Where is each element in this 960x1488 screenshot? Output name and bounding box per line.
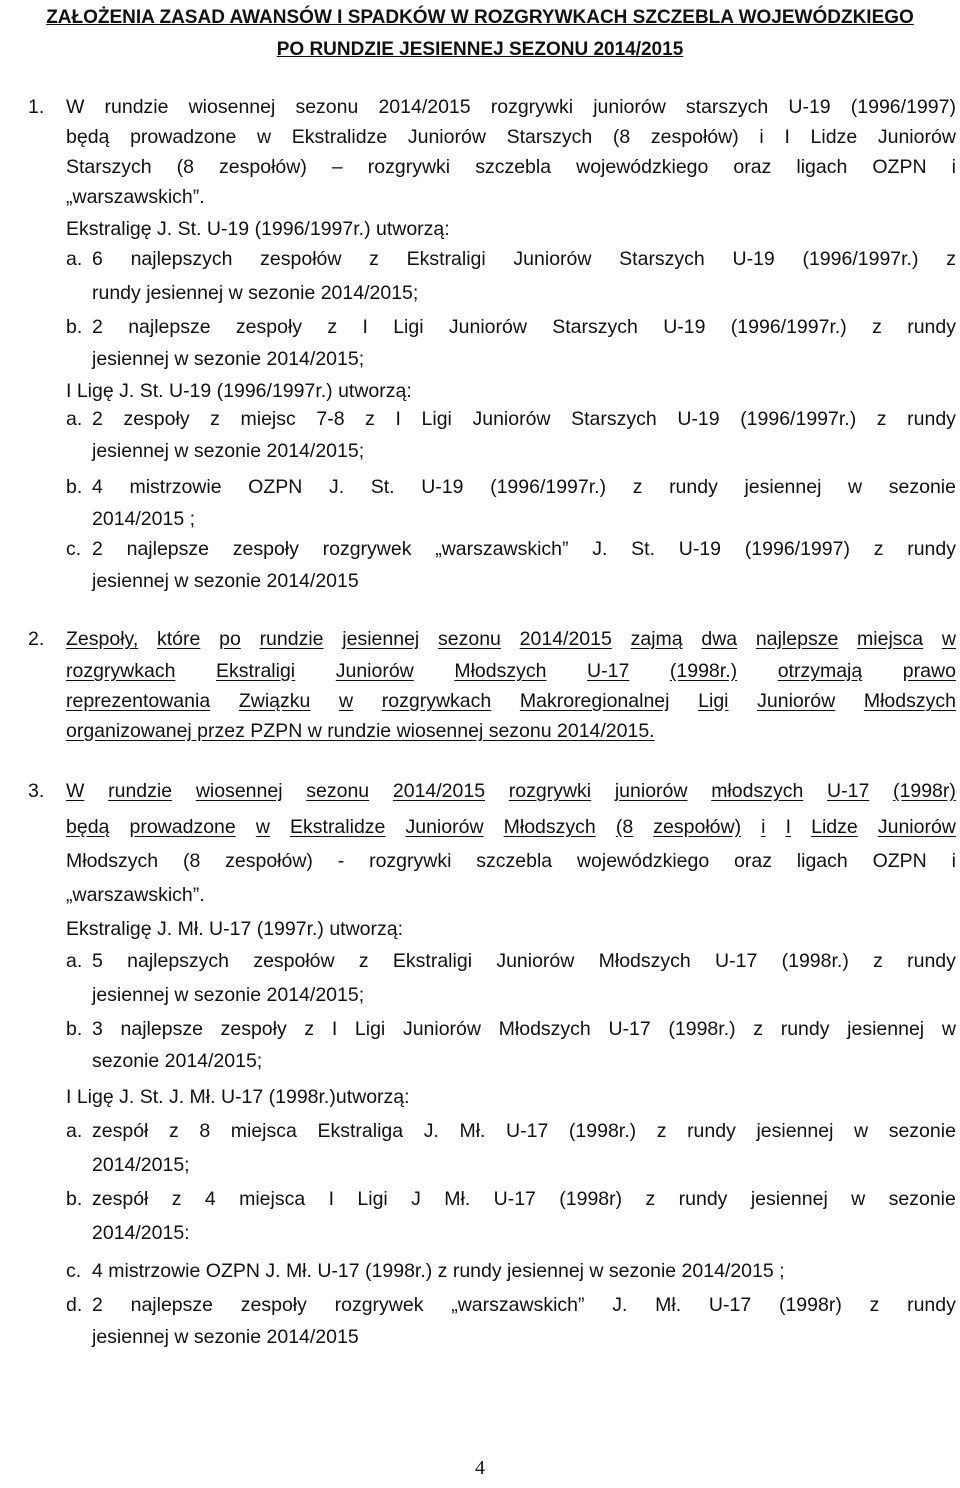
section-1-heading-i-liga: I Ligę J. St. U-19 (1996/1997r.) utworzą: bbox=[66, 380, 412, 402]
word: Ekstraligi bbox=[406, 248, 486, 270]
word: U-17 bbox=[493, 1188, 536, 1210]
word: Ekstraligi bbox=[216, 660, 296, 682]
word: prowadzone bbox=[130, 126, 237, 148]
word: z bbox=[365, 408, 375, 430]
word: U-17 bbox=[708, 1294, 752, 1316]
section-1-item-e-marker: c. bbox=[66, 538, 82, 560]
word: (1996/1997r.) bbox=[740, 408, 857, 430]
word: miejsca bbox=[230, 1120, 297, 1142]
word: (1996/1997r.) bbox=[490, 476, 607, 498]
section-1-item-e-line-2: jesiennej w sezonie 2014/2015 bbox=[92, 570, 359, 592]
title-line-2: PO RUNDZIE JESIENNEJ SEZONU 2014/2015 bbox=[276, 39, 684, 60]
word: (8 bbox=[176, 156, 194, 178]
word: w bbox=[851, 1188, 866, 1210]
word: najlepsze bbox=[755, 628, 839, 650]
section-2-number: 2. bbox=[28, 628, 45, 650]
section-3-item-f-marker: d. bbox=[66, 1294, 83, 1316]
section-3-line-1 bbox=[66, 776, 956, 806]
word: Młodszych bbox=[66, 850, 159, 872]
word: będą bbox=[66, 126, 110, 148]
word: z bbox=[632, 476, 643, 498]
word: Juniorów bbox=[448, 316, 527, 338]
word: U-19 bbox=[663, 316, 706, 338]
word: – bbox=[331, 156, 343, 178]
section-3-item-b-line-2: sezonie 2014/2015; bbox=[92, 1050, 263, 1072]
word: Juniorów bbox=[877, 816, 956, 838]
word: zespół bbox=[92, 1188, 149, 1210]
word: z bbox=[872, 316, 882, 338]
word: (8 bbox=[182, 850, 201, 872]
word: 2014/2015 bbox=[392, 780, 486, 802]
word: (1998r.) bbox=[668, 1018, 736, 1040]
word: rundzie bbox=[104, 96, 169, 118]
word: w bbox=[255, 816, 270, 838]
word: prawo bbox=[902, 660, 956, 682]
word: I bbox=[331, 1018, 338, 1040]
word: zespoły bbox=[123, 408, 190, 430]
word: zespoły bbox=[235, 316, 303, 338]
word: Młodszych bbox=[598, 950, 691, 972]
word: rundy bbox=[678, 1188, 728, 1210]
word: rundzie bbox=[108, 780, 173, 802]
word: które bbox=[157, 628, 201, 650]
word: i bbox=[951, 850, 956, 872]
section-3-number: 3. bbox=[28, 780, 45, 802]
word: Starszych bbox=[506, 126, 593, 148]
word: młodszych bbox=[711, 780, 804, 802]
word: miejsca bbox=[857, 628, 924, 650]
word: U-19 bbox=[421, 476, 464, 498]
word: J. bbox=[328, 476, 345, 498]
word: (1998r) bbox=[893, 780, 956, 802]
word: rozgrywki bbox=[367, 156, 451, 178]
word: St. bbox=[631, 538, 656, 560]
word: zespołów) bbox=[219, 156, 307, 178]
word: z bbox=[876, 408, 887, 430]
section-3-heading-ekstraliga: Ekstraligę J. Mł. U-17 (1997r.) utworzą: bbox=[66, 918, 404, 940]
word: zespół bbox=[92, 1120, 149, 1142]
word: 2014/2015 bbox=[378, 96, 471, 118]
word: rundzie bbox=[259, 628, 324, 650]
word: (1998r.) bbox=[568, 1120, 637, 1142]
word: Młodszych bbox=[498, 1018, 591, 1040]
word: Zespoły, bbox=[66, 628, 139, 650]
section-1-item-c-marker: a. bbox=[66, 408, 83, 430]
section-1-line-2 bbox=[66, 122, 956, 152]
word: jesiennej bbox=[744, 476, 822, 498]
word: rozgrywki bbox=[369, 850, 452, 872]
word: w bbox=[941, 628, 956, 650]
word: U-19 bbox=[732, 248, 775, 270]
word: J. bbox=[592, 538, 608, 560]
word: Juniorów bbox=[402, 1018, 481, 1040]
document-title bbox=[10, 2, 950, 66]
word: U-17 bbox=[715, 950, 758, 972]
word: z bbox=[753, 1018, 764, 1040]
word: Mł. bbox=[655, 1294, 682, 1316]
word: (1998r) bbox=[778, 1294, 842, 1316]
word: Ligi bbox=[354, 1018, 386, 1040]
word: zespoły bbox=[232, 538, 299, 560]
word: miejsc bbox=[240, 408, 296, 430]
section-1-line-3 bbox=[66, 152, 956, 182]
word: najlepszych bbox=[130, 248, 233, 270]
section-3-item-c-line-1 bbox=[92, 1116, 956, 1146]
section-1-item-a-marker: a. bbox=[66, 248, 83, 270]
word: Młodszych bbox=[863, 690, 956, 712]
word: Ekstraliga bbox=[317, 1120, 404, 1142]
word: wiosennej bbox=[195, 780, 283, 802]
word: sezonie bbox=[888, 476, 956, 498]
word: wiosennej bbox=[188, 96, 276, 118]
word: Juniorów bbox=[407, 126, 486, 148]
word: Juniorów bbox=[405, 816, 484, 838]
word: z bbox=[327, 316, 338, 338]
word: sezonu bbox=[306, 780, 370, 802]
word: U-17 bbox=[506, 1120, 549, 1142]
word: 7-8 bbox=[316, 408, 345, 430]
section-3-item-d-marker: b. bbox=[66, 1188, 83, 1210]
word: Starszych bbox=[552, 316, 638, 338]
section-3-item-a-line-2: jesiennej w sezonie 2014/2015; bbox=[92, 984, 365, 1006]
word: i bbox=[951, 156, 956, 178]
word: prowadzone bbox=[129, 816, 236, 838]
word: Ekstraligi bbox=[392, 950, 473, 972]
section-1-item-a-line-2: rundy jesiennej w sezonie 2014/2015; bbox=[92, 282, 419, 304]
section-1-item-b-line-1 bbox=[92, 312, 956, 342]
section-3-item-d-line-2: 2014/2015: bbox=[92, 1222, 190, 1244]
word: będą bbox=[66, 816, 110, 838]
word: Juniorów bbox=[513, 248, 592, 270]
section-3-item-f-line-1 bbox=[92, 1290, 956, 1320]
word: (1998r.) bbox=[669, 660, 738, 682]
section-1-item-e-line-1 bbox=[92, 534, 956, 564]
word: W bbox=[66, 96, 85, 118]
word: U-17 bbox=[587, 660, 630, 682]
word: (8 bbox=[612, 126, 631, 148]
word: I bbox=[362, 316, 368, 338]
word: I bbox=[395, 408, 401, 430]
word: OZPN bbox=[248, 476, 303, 498]
word: miejsca bbox=[239, 1188, 306, 1210]
word: dwa bbox=[701, 628, 738, 650]
word: juniorów bbox=[614, 780, 688, 802]
word: ligach bbox=[796, 156, 848, 178]
section-3-item-e-marker: c. bbox=[66, 1260, 82, 1282]
word: najlepsze bbox=[128, 316, 211, 338]
word: z bbox=[873, 538, 884, 560]
section-1-line-4: „warszawskich”. bbox=[66, 186, 205, 208]
section-2-line-4: organizowanej przez PZPN w rundzie wiosennej sezonu 2014/2015. bbox=[66, 720, 655, 742]
word: z bbox=[304, 1018, 315, 1040]
word: po bbox=[219, 628, 241, 650]
word: sezonu bbox=[295, 96, 359, 118]
word: Lidze bbox=[811, 816, 858, 838]
word: jesiennej bbox=[750, 1188, 828, 1210]
section-3-line-2 bbox=[66, 812, 956, 842]
word: z bbox=[210, 408, 220, 430]
word: z bbox=[656, 1120, 667, 1142]
word: rundy bbox=[687, 1120, 736, 1142]
word: sezonu bbox=[438, 628, 501, 650]
word: Juniorów bbox=[496, 950, 575, 972]
word: rozgrywki bbox=[490, 96, 574, 118]
word: OZPN bbox=[872, 850, 927, 872]
word: 2 bbox=[92, 538, 103, 560]
section-3-item-c-line-2: 2014/2015; bbox=[92, 1154, 190, 1176]
word: z bbox=[369, 248, 379, 270]
word: zespoły bbox=[220, 1018, 287, 1040]
word: Ligi bbox=[393, 316, 424, 338]
word: wojewódzkiego bbox=[576, 850, 710, 872]
word: Mł. bbox=[444, 1188, 471, 1210]
word: juniorów bbox=[593, 96, 666, 118]
word: U-19 bbox=[677, 408, 720, 430]
word: w bbox=[854, 1120, 869, 1142]
word: Juniorów bbox=[757, 690, 836, 712]
word: szczebla bbox=[476, 850, 553, 872]
word: Mł. bbox=[459, 1120, 486, 1142]
word: jesiennej bbox=[342, 628, 420, 650]
section-3-item-a-marker: a. bbox=[66, 950, 83, 972]
word: „warszawskich” bbox=[451, 1294, 585, 1316]
word: i bbox=[759, 126, 764, 148]
section-2-line-1 bbox=[66, 624, 956, 654]
word: Juniorów bbox=[877, 126, 956, 148]
word: rozgrywek bbox=[334, 1294, 424, 1316]
word: rundy bbox=[907, 538, 956, 560]
word: J bbox=[411, 1188, 421, 1210]
word: 2 bbox=[92, 316, 103, 338]
word: - bbox=[337, 850, 345, 872]
section-1-item-c-line-1 bbox=[92, 404, 956, 434]
word: U-19 bbox=[788, 96, 831, 118]
word: rozgrywkach bbox=[66, 660, 176, 682]
word: z bbox=[869, 1294, 880, 1316]
word: (1998r.) bbox=[781, 950, 849, 972]
word: zespołów) bbox=[225, 850, 313, 872]
word: w bbox=[257, 126, 272, 148]
word: starszych bbox=[685, 96, 769, 118]
section-3-item-c-marker: a. bbox=[66, 1120, 83, 1142]
word: St. bbox=[370, 476, 395, 498]
section-1-line-1 bbox=[66, 92, 956, 122]
word: rundy bbox=[907, 316, 956, 338]
word: Juniorów bbox=[472, 408, 551, 430]
word: 6 bbox=[92, 248, 103, 270]
section-1-item-b-line-2: jesiennej w sezonie 2014/2015; bbox=[92, 348, 365, 370]
word: J. bbox=[612, 1294, 628, 1316]
section-3-item-a-line-1 bbox=[92, 946, 956, 976]
word: Starszych bbox=[619, 248, 705, 270]
word: zespołów) bbox=[653, 816, 742, 838]
word: (1996/1997r.) bbox=[802, 248, 919, 270]
section-3-line-3 bbox=[66, 846, 956, 876]
word: sezonie bbox=[888, 1120, 956, 1142]
word: zespołów bbox=[253, 950, 335, 972]
word: z bbox=[873, 950, 883, 972]
word: 2 bbox=[92, 408, 103, 430]
word: najlepsze bbox=[130, 1294, 213, 1316]
word: 5 bbox=[92, 950, 103, 972]
word: (1996/1997) bbox=[850, 96, 956, 118]
word: Ligi bbox=[357, 1188, 388, 1210]
word: (1998r) bbox=[559, 1188, 623, 1210]
word: I bbox=[785, 816, 792, 838]
word: z bbox=[358, 950, 369, 972]
section-1-item-a-line-1 bbox=[92, 244, 956, 274]
word: Młodszych bbox=[454, 660, 547, 682]
word: Starszych bbox=[571, 408, 657, 430]
word: najlepsze bbox=[126, 538, 209, 560]
word: jesiennej bbox=[847, 1018, 925, 1040]
word: Ekstralidze bbox=[291, 126, 388, 148]
word: zespołów bbox=[260, 248, 342, 270]
word: 4 bbox=[204, 1188, 216, 1210]
word: oraz bbox=[734, 850, 772, 872]
section-1-heading-ekstraliga: Ekstraligę J. St. U-19 (1996/1997r.) utworzą: bbox=[66, 218, 450, 240]
word: i bbox=[761, 816, 766, 838]
word: (1996/1997r.) bbox=[730, 316, 847, 338]
word: Makroregionalnej bbox=[519, 690, 670, 712]
word: jesiennej bbox=[756, 1120, 834, 1142]
word: U-19 bbox=[678, 538, 722, 560]
word: Ligi bbox=[698, 690, 729, 712]
word: zespoły bbox=[240, 1294, 307, 1316]
section-3-item-f-line-2: jesiennej w sezonie 2014/2015 bbox=[92, 1326, 359, 1348]
word: sezonie bbox=[888, 1188, 956, 1210]
word: (8 bbox=[615, 816, 634, 838]
word: rundy bbox=[907, 1294, 956, 1316]
word: rundy bbox=[907, 950, 956, 972]
word: w bbox=[941, 1018, 956, 1040]
word: Ekstralidze bbox=[290, 816, 386, 838]
page-number: 4 bbox=[475, 1457, 485, 1479]
section-3-item-d-line-1 bbox=[92, 1184, 956, 1214]
word: Związku bbox=[238, 690, 311, 712]
word: oraz bbox=[733, 156, 772, 178]
word: najlepszych bbox=[127, 950, 230, 972]
section-3-line-4: „warszawskich”. bbox=[66, 884, 205, 906]
word: 2014/2015 bbox=[519, 628, 612, 650]
word: Juniorów bbox=[335, 660, 414, 682]
word: zespołów) bbox=[650, 126, 739, 148]
word: 8 bbox=[199, 1120, 211, 1142]
word: zajmą bbox=[630, 628, 683, 650]
word: rozgrywki bbox=[508, 780, 592, 802]
word: I bbox=[328, 1188, 335, 1210]
word: z bbox=[946, 248, 956, 270]
word: Starszych bbox=[66, 156, 152, 178]
word: w bbox=[339, 690, 354, 712]
section-3-item-b-line-1 bbox=[92, 1014, 956, 1044]
section-2-line-3 bbox=[66, 686, 956, 716]
word: wojewódzkiego bbox=[576, 156, 709, 178]
word: otrzymają bbox=[777, 660, 863, 682]
word: Młodszych bbox=[503, 816, 596, 838]
word: rundy bbox=[669, 476, 718, 498]
word: Ligi bbox=[421, 408, 452, 430]
word: reprezentowania bbox=[66, 690, 211, 712]
word: w bbox=[848, 476, 863, 498]
section-3-heading-i-liga: I Ligę J. St. J. Mł. U-17 (1998r.)utworzą: bbox=[66, 1086, 410, 1108]
word: szczebla bbox=[475, 156, 552, 178]
word: ligach bbox=[796, 850, 848, 872]
word: (1996/1997) bbox=[744, 538, 850, 560]
section-1-number: 1. bbox=[28, 96, 45, 118]
word: najlepsze bbox=[120, 1018, 203, 1040]
word: 3 bbox=[92, 1018, 103, 1040]
section-1-item-b-marker: b. bbox=[66, 316, 83, 338]
word: U-17 bbox=[608, 1018, 651, 1040]
section-1-item-d-line-1 bbox=[92, 472, 956, 502]
word: 4 bbox=[92, 476, 103, 498]
word: U-17 bbox=[827, 780, 870, 802]
section-3-item-b-marker: b. bbox=[66, 1018, 83, 1040]
word: z bbox=[168, 1120, 179, 1142]
word: J. bbox=[423, 1120, 439, 1142]
word: rundy bbox=[780, 1018, 830, 1040]
section-3-item-e-line-1: 4 mistrzowie OZPN J. Mł. U-17 (1998r.) z rundy jesiennej w sezonie 2014/2015 ; bbox=[92, 1260, 785, 1282]
section-1-item-c-line-2: jesiennej w sezonie 2014/2015; bbox=[92, 440, 365, 462]
word: Lidze bbox=[810, 126, 858, 148]
word: rundy bbox=[907, 408, 956, 430]
word: z bbox=[171, 1188, 182, 1210]
section-1-item-d-marker: b. bbox=[66, 476, 83, 498]
section-2-line-2 bbox=[66, 656, 956, 686]
word: W bbox=[66, 780, 85, 802]
word: rozgrywkach bbox=[381, 690, 492, 712]
word: I bbox=[784, 126, 790, 148]
section-1-item-d-line-2: 2014/2015 ; bbox=[92, 508, 196, 530]
word: OZPN bbox=[872, 156, 927, 178]
word: z bbox=[645, 1188, 656, 1210]
word: mistrzowie bbox=[129, 476, 222, 498]
word: „warszawskich” bbox=[435, 538, 569, 560]
word: rozgrywek bbox=[322, 538, 412, 560]
word: 2 bbox=[92, 1294, 103, 1316]
title-line-1: ZAŁOŻENIA ZASAD AWANSÓW I SPADKÓW W ROZGRYWKACH SZCZEBLA WOJEWÓDZKIEGO bbox=[46, 7, 914, 28]
